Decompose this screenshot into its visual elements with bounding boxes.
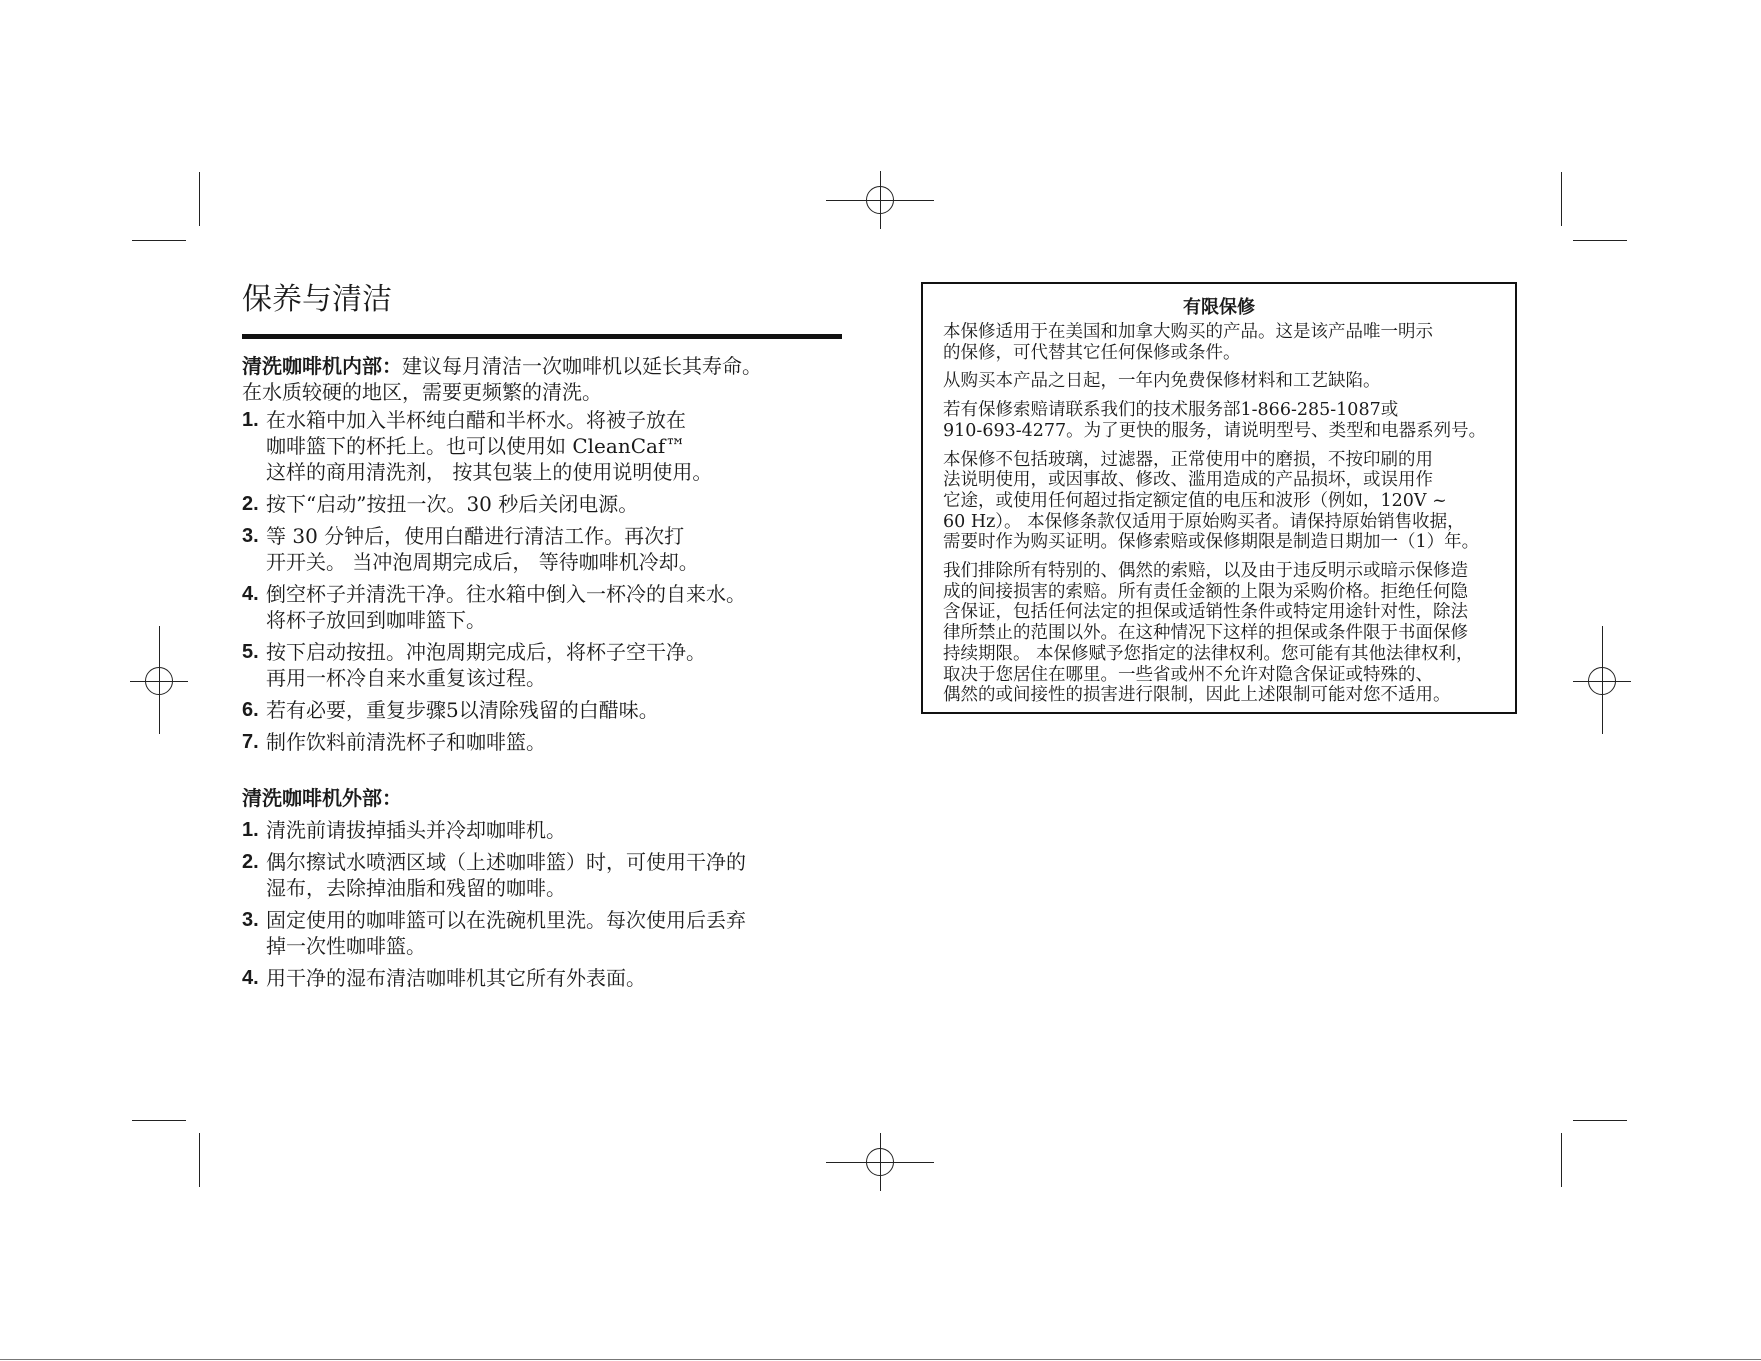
- exterior-step: [242, 849, 842, 901]
- interior-intro-line: 在水质较硬的地区，需要更频繁的清洗。: [242, 380, 602, 404]
- warranty-line: 偶然的或间接性的损害进行限制，因此上述限制可能对您不适用。: [943, 685, 1451, 706]
- interior-label: 清洗咖啡机内部：: [242, 354, 402, 378]
- step-text: 清洗前请拔掉插头并冷却咖啡机。: [266, 818, 566, 842]
- warranty-line: 我们排除所有特别的、偶然的索赔，以及由于违反明示或暗示保修造: [943, 561, 1468, 582]
- step-text: 将杯子放回到咖啡篮下。: [266, 608, 486, 632]
- warranty-line: 60 Hz）。 本保修条款仅适用于原始购买者。请保持原始销售收据，: [943, 511, 1465, 532]
- step-text: 偶尔擦试水喷洒区域（上述咖啡篮）时，可使用干净的: [266, 850, 746, 874]
- interior-step: [242, 523, 842, 575]
- care-cleaning-section: [242, 278, 842, 991]
- step-text: 等 30 分钟后，使用白醋进行清洁工作。再次打: [266, 524, 685, 548]
- interior-step: [242, 639, 842, 691]
- warranty-paragraph: [943, 400, 1495, 441]
- step-text: 按下启动按扭。冲泡周期完成后，将杯子空干净。: [266, 640, 706, 664]
- exterior-step: [242, 907, 842, 959]
- warranty-paragraph: [943, 450, 1495, 554]
- warranty-line: 需要时作为购买证明。保修索赔或保修期限是制造日期加一（1）年。: [943, 532, 1480, 553]
- title-rule: [242, 334, 842, 339]
- interior-intro-line: 建议每月清洁一次咖啡机以延长其寿命。: [402, 354, 762, 378]
- warranty-line: 若有保修索赔请联系我们的技术服务部1-866-285-1087或: [943, 400, 1399, 421]
- warranty-paragraph: [943, 322, 1495, 363]
- crop-mark: [199, 1133, 200, 1187]
- step-text: 固定使用的咖啡篮可以在洗碗机里洗。每次使用后丢弃: [266, 908, 746, 932]
- warranty-line: 本保修不包括玻璃，过滤器，正常使用中的磨损，不按印刷的用: [943, 449, 1433, 470]
- page-trim-line: [0, 1359, 1761, 1360]
- step-text: 咖啡篮下的杯托上。也可以使用如 CleanCaf™: [266, 434, 686, 458]
- crop-mark: [1561, 172, 1562, 226]
- warranty-line: 成的间接损害的索赔。所有责任金额的上限为采购价格。拒绝任何隐: [943, 581, 1468, 602]
- crop-mark: [159, 626, 160, 734]
- interior-step: [242, 407, 842, 485]
- warranty-paragraph: [943, 371, 1495, 392]
- step-number: 1.: [242, 409, 259, 431]
- warranty-line: 本保修适用于在美国和加拿大购买的产品。这是该产品唯一明示: [943, 322, 1433, 342]
- step-number: 6.: [242, 699, 259, 721]
- step-text: 再用一杯冷自来水重复该过程。: [266, 666, 546, 690]
- warranty-line: 法说明使用，或因事故、修改、滥用造成的产品损坏，或误用作: [943, 470, 1433, 491]
- interior-intro: [242, 353, 842, 405]
- exterior-label: 清洗咖啡机外部：: [242, 786, 402, 810]
- warranty-line: 持续期限。 本保修赋予您指定的法律权利。您可能有其他法律权利，: [943, 643, 1474, 664]
- warranty-line: 律所禁止的范围以外。在这种情况下这样的担保或条件限于书面保修: [943, 623, 1468, 644]
- interior-step: [242, 491, 842, 517]
- crop-mark: [132, 240, 186, 241]
- step-number: 2.: [242, 851, 259, 873]
- crop-mark: [1573, 240, 1627, 241]
- crop-mark: [199, 172, 200, 226]
- warranty-line: 从购买本产品之日起，一年内免费保修材料和工艺缺陷。: [943, 371, 1381, 392]
- exterior-step: [242, 965, 842, 991]
- step-number: 1.: [242, 819, 259, 841]
- crop-mark: [1602, 626, 1603, 734]
- warranty-line: 910-693-4277。为了更快的服务，请说明型号、类型和电器系列号。: [943, 420, 1487, 441]
- warranty-title: 有限保修: [1183, 297, 1255, 318]
- step-number: 7.: [242, 731, 259, 753]
- warranty-line: 的保修，可代替其它任何保修或条件。: [943, 342, 1241, 363]
- crop-mark: [826, 1162, 934, 1163]
- warranty-line: 它途，或使用任何超过指定额定值的电压和波形（例如，120V ~: [943, 490, 1447, 511]
- step-text: 掉一次性咖啡篮。: [266, 934, 426, 958]
- step-number: 2.: [242, 493, 259, 515]
- step-text: 用干净的湿布清洁咖啡机其它所有外表面。: [266, 966, 646, 990]
- limited-warranty-box: [921, 282, 1517, 714]
- interior-step: [242, 697, 842, 723]
- step-text: 湿布，去除掉油脂和残留的咖啡。: [266, 876, 566, 900]
- interior-step: [242, 581, 842, 633]
- crop-mark: [1573, 1120, 1627, 1121]
- warranty-paragraph: [943, 561, 1495, 706]
- step-text: 倒空杯子并清洗干净。往水箱中倒入一杯冷的自来水。: [266, 582, 746, 606]
- crop-mark: [880, 172, 881, 228]
- step-number: 5.: [242, 641, 259, 663]
- step-text: 在水箱中加入半杯纯白醋和半杯水。将被子放在: [266, 408, 686, 432]
- crop-mark: [132, 1120, 186, 1121]
- step-text: 若有必要，重复步骤5以清除残留的白醋味。: [266, 698, 659, 722]
- step-text: 按下“启动”按扭一次。30 秒后关闭电源。: [266, 492, 639, 516]
- step-number: 4.: [242, 967, 259, 989]
- crop-mark: [1561, 1133, 1562, 1187]
- step-number: 3.: [242, 525, 259, 547]
- interior-step: [242, 729, 842, 755]
- page-title: 保养与清洁: [242, 282, 392, 317]
- step-text: 这样的商用清洗剂， 按其包装上的使用说明使用。: [266, 460, 713, 484]
- step-number: 3.: [242, 909, 259, 931]
- warranty-line: 取决于您居住在哪里。一些省或州不允许对隐含保证或特殊的、: [943, 664, 1433, 685]
- step-text: 开开关。 当冲泡周期完成后， 等待咖啡机冷却。: [266, 550, 699, 574]
- warranty-line: 含保证，包括任何法定的担保或适销性条件或特定用途针对性，除法: [943, 602, 1468, 623]
- step-number: 4.: [242, 583, 259, 605]
- step-text: 制作饮料前清洗杯子和咖啡篮。: [266, 730, 546, 754]
- exterior-step: [242, 817, 842, 843]
